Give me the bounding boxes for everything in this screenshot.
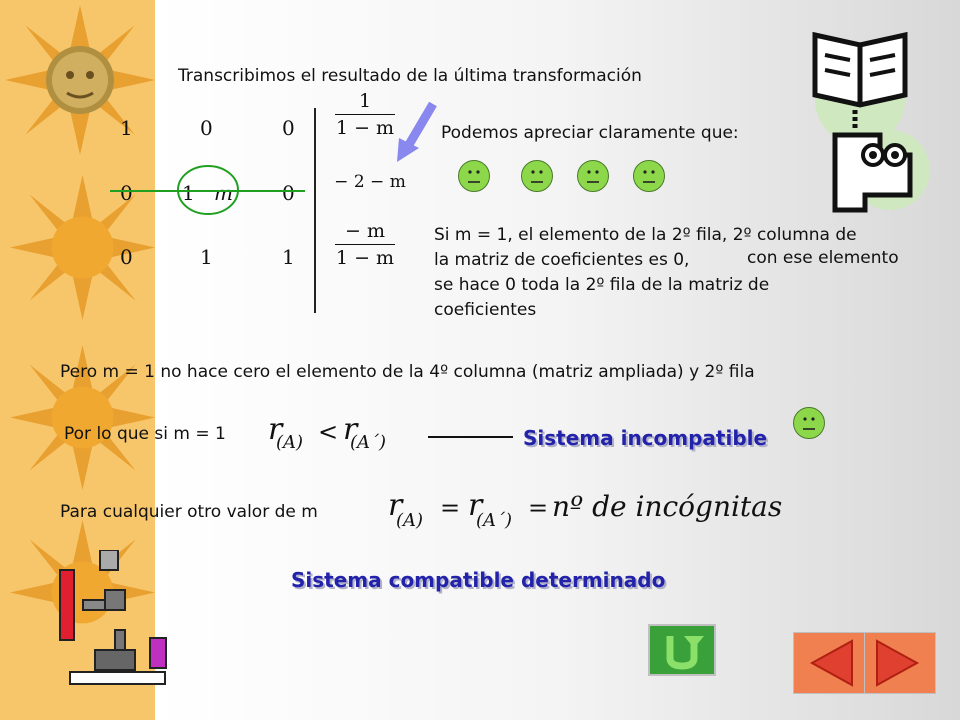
fraction-bar bbox=[335, 114, 395, 115]
next-button[interactable] bbox=[864, 632, 936, 694]
fraction-bar bbox=[335, 244, 395, 245]
rank-a: r bbox=[268, 412, 283, 447]
observation-line2a: la matriz de coeficientes es 0, bbox=[434, 250, 690, 270]
implies-arrow bbox=[428, 436, 513, 438]
observation-title: Podemos apreciar claramente que: bbox=[441, 123, 739, 143]
observation-line2b: con ese elemento bbox=[747, 248, 899, 268]
result-compatible: Sistema compatible determinado bbox=[291, 568, 666, 592]
fraction-numerator: 1 bbox=[358, 90, 372, 112]
row-highlight bbox=[110, 160, 310, 230]
next-icon bbox=[865, 633, 935, 693]
rank-ap-sub: (A´) bbox=[476, 510, 513, 531]
pero-text: Pero m = 1 no hace cero el elemento de la 4º columna (matriz ampliada) y 2º fila bbox=[60, 362, 755, 382]
rank-ap-sub: (A´) bbox=[350, 432, 387, 453]
case1-label: Por lo que si m = 1 bbox=[64, 424, 226, 444]
observation-line3: se hace 0 toda la 2º fila de la matriz de bbox=[434, 275, 770, 295]
rank-ap: r bbox=[468, 488, 483, 523]
matrix-cell: 1 bbox=[120, 116, 133, 140]
matrix-cell: 1 bbox=[282, 245, 295, 269]
matrix-cell: 1 bbox=[182, 181, 195, 205]
augmented-row1 bbox=[335, 90, 395, 139]
equals: = bbox=[528, 494, 549, 522]
fraction-denominator: 1 − m bbox=[335, 117, 395, 139]
robot-icon bbox=[55, 550, 175, 690]
smiley-icon bbox=[793, 407, 825, 439]
smiley-icon bbox=[521, 160, 553, 192]
rank-a-sub: (A) bbox=[276, 432, 304, 453]
smiley-icon bbox=[458, 160, 490, 192]
augmented-separator bbox=[314, 108, 316, 313]
case2-label: Para cualquier otro valor de m bbox=[60, 502, 318, 522]
rank-ap: r bbox=[343, 412, 358, 447]
observation-line1: Si m = 1, el elemento de la 2º fila, 2º columna de bbox=[434, 225, 857, 245]
smiley-icon bbox=[633, 160, 665, 192]
fraction-denominator: 1 − m bbox=[335, 247, 395, 269]
unknowns-count: nº de incógnitas bbox=[552, 490, 783, 523]
equals: = bbox=[440, 494, 461, 522]
observation-line4: coeficientes bbox=[434, 300, 537, 320]
return-button[interactable] bbox=[648, 624, 716, 676]
return-icon bbox=[650, 626, 714, 674]
matrix-cell: m bbox=[214, 181, 233, 205]
matrix-cell: 0 bbox=[200, 116, 213, 140]
rank-a: r bbox=[388, 488, 403, 523]
result-incompatible: Sistema incompatible bbox=[523, 426, 768, 450]
matrix-cell: 1 bbox=[200, 245, 213, 269]
smiley-icon bbox=[577, 160, 609, 192]
fraction-numerator: − m bbox=[345, 220, 385, 242]
matrix-cell: 0 bbox=[282, 116, 295, 140]
matrix-cell: 0 bbox=[282, 181, 295, 205]
prev-button[interactable] bbox=[793, 632, 865, 694]
matrix-cell: 0 bbox=[120, 245, 133, 269]
rank-a-sub: (A) bbox=[396, 510, 424, 531]
augmented-row3 bbox=[335, 220, 395, 269]
less-than: < bbox=[318, 418, 339, 446]
augmented-row2: − 2 − m bbox=[334, 172, 406, 192]
arrow-icon bbox=[395, 100, 440, 165]
reader-icon bbox=[825, 110, 935, 220]
matrix-cell: 0 bbox=[120, 181, 133, 205]
header-text: Transcribimos el resultado de la última transformación bbox=[178, 66, 642, 86]
prev-icon bbox=[794, 633, 864, 693]
